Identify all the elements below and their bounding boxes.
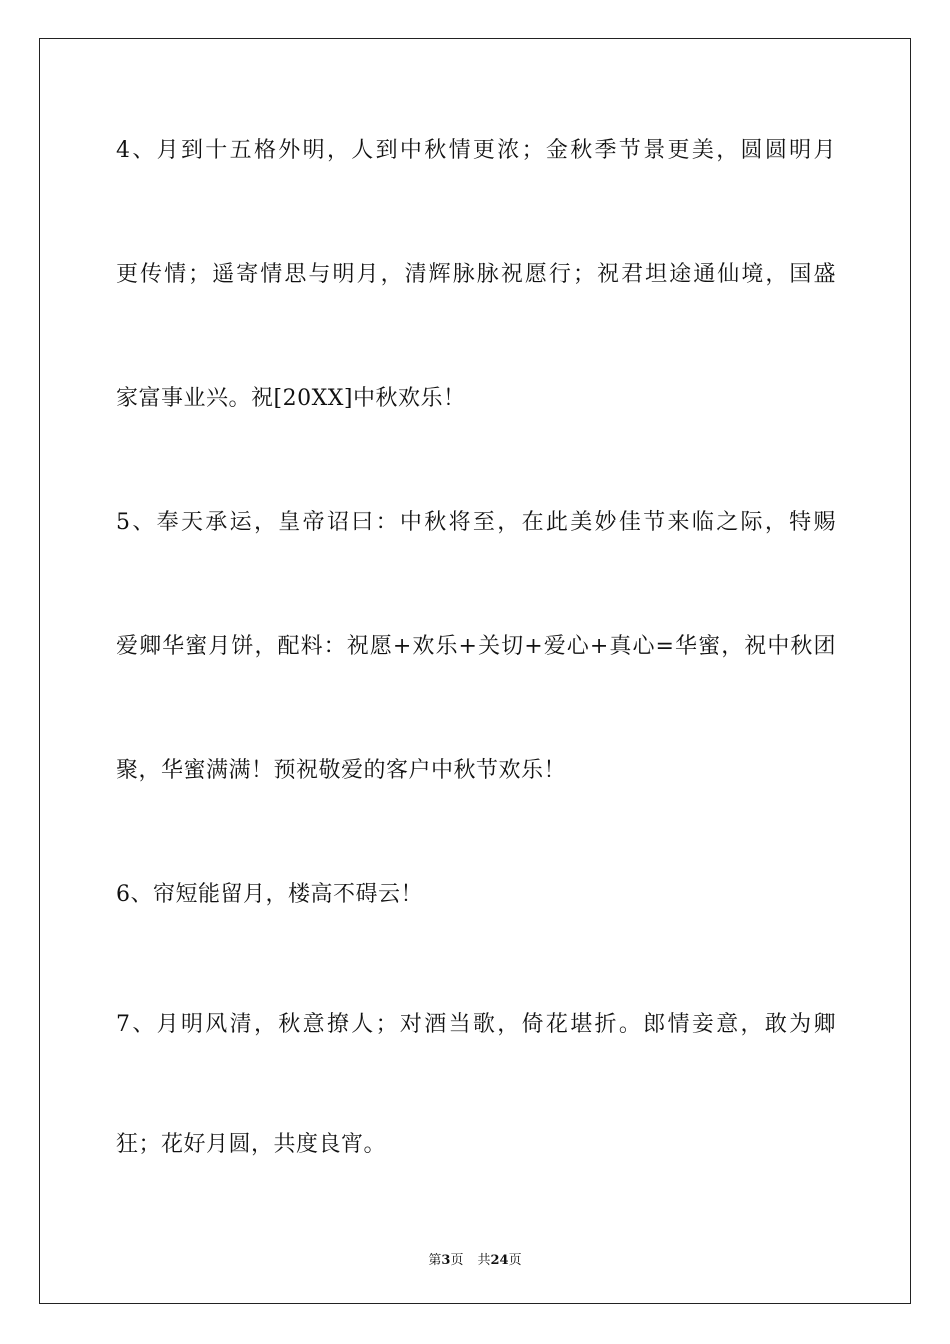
page-number: 3 xyxy=(441,1253,451,1268)
paragraph-4-line-3: 家富事业兴。祝[20XX]中秋欢乐！ xyxy=(116,386,466,411)
paragraph-4-line-2: 更传情；遥寄情思与明月，清辉脉脉祝愿行；祝君坦途通仙境，国盛 xyxy=(116,262,836,287)
paragraph-4-line-1: 4、月到十五格外明，人到中秋情更浓；金秋季节景更美，圆圆明月 xyxy=(116,138,836,163)
total-pages: 24 xyxy=(490,1253,509,1268)
paragraph-7-line-2: 狂；花好月圆，共度良宵。 xyxy=(116,1132,387,1157)
paragraph-6-line-1: 6、帘短能留月，楼高不碍云！ xyxy=(116,882,423,907)
page-footer xyxy=(0,1249,950,1268)
page-prefix: 第 xyxy=(428,1253,442,1268)
page-suffix: 页 xyxy=(450,1253,464,1268)
total-suffix: 页 xyxy=(508,1253,522,1268)
total-prefix: 共 xyxy=(477,1253,491,1268)
paragraph-5-line-2: 爱卿华蜜月饼，配料：祝愿+欢乐+关切+爱心+真心=华蜜，祝中秋团 xyxy=(116,634,836,659)
paragraph-5-line-1: 5、奉天承运，皇帝诏曰：中秋将至，在此美妙佳节来临之际，特赐 xyxy=(116,510,836,535)
paragraph-5-line-3: 聚，华蜜满满！预祝敬爱的客户中秋节欢乐！ xyxy=(116,758,567,783)
paragraph-7-line-1: 7、月明风清，秋意撩人；对酒当歌，倚花堪折。郎情妾意，敢为卿 xyxy=(116,1012,836,1037)
page-border xyxy=(39,38,911,1304)
